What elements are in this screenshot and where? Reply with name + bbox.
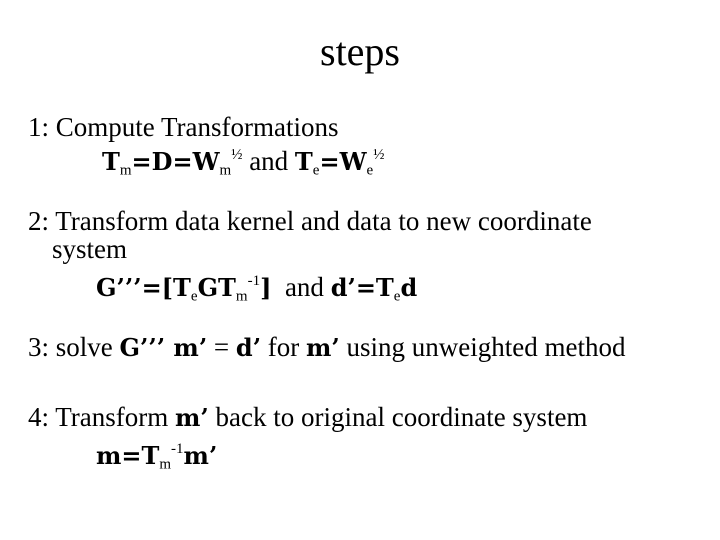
formula-symbol: G’’’ m’	[119, 333, 208, 362]
step-3-suffix: using unweighted method	[339, 332, 626, 362]
step-3	[28, 332, 626, 363]
step-1-text: 1: Compute Transformations	[28, 112, 339, 142]
formula-subscript: e	[190, 288, 198, 305]
formula-subscript: e	[312, 162, 320, 179]
formula-superscript: ½	[373, 146, 385, 163]
formula-subscript: m	[235, 288, 248, 305]
formula-symbol: d’	[235, 333, 262, 362]
formula-symbol: d	[400, 273, 418, 302]
formula-superscript: -1	[247, 272, 261, 289]
step-4-suffix: back to original coordinate system	[208, 402, 588, 432]
formula-subscript: e	[366, 162, 374, 179]
formula-symbol: m=T	[96, 441, 160, 470]
step-2-formula	[96, 272, 417, 303]
step-3-for: for	[261, 332, 307, 362]
formula-subscript: e	[393, 288, 401, 305]
formula-symbol: GT	[197, 273, 236, 302]
formula-symbol: T	[294, 147, 313, 176]
formula-symbol: G’’’=[T	[96, 273, 191, 302]
slide-title: steps	[320, 29, 400, 74]
formula-symbol: T	[102, 147, 120, 176]
step-4-prefix: 4: Transform	[28, 402, 176, 432]
formula-symbol: =	[131, 147, 152, 176]
step-1-formula	[102, 146, 384, 177]
formula-symbol: D	[151, 147, 173, 176]
formula-superscript: ½	[231, 146, 243, 163]
step-4-formula	[96, 440, 217, 471]
formula-subscript: m	[159, 456, 172, 473]
formula-symbol: W	[192, 147, 220, 176]
formula-subscript: m	[119, 162, 132, 179]
formula-symbol: m’	[183, 441, 218, 470]
step-3-equals: =	[207, 332, 236, 362]
step-2-text-line-1: 2: Transform data kernel and data to new coordinate	[28, 206, 592, 236]
formula-symbol: m’	[175, 403, 209, 432]
formula-text: and	[271, 272, 331, 302]
formula-symbol: =	[319, 147, 340, 176]
formula-symbol: d’=T	[330, 273, 394, 302]
formula-text: and	[242, 146, 295, 176]
formula-symbol: W	[339, 147, 367, 176]
formula-superscript: -1	[171, 440, 184, 457]
formula-subscript: m	[219, 162, 232, 179]
step-3-prefix: 3: solve	[28, 332, 120, 362]
formula-symbol: =	[172, 147, 193, 176]
formula-symbol: m’	[306, 333, 340, 362]
step-2-text-line-2: system	[52, 234, 128, 264]
step-4	[28, 402, 587, 433]
formula-symbol: ]	[260, 273, 272, 302]
